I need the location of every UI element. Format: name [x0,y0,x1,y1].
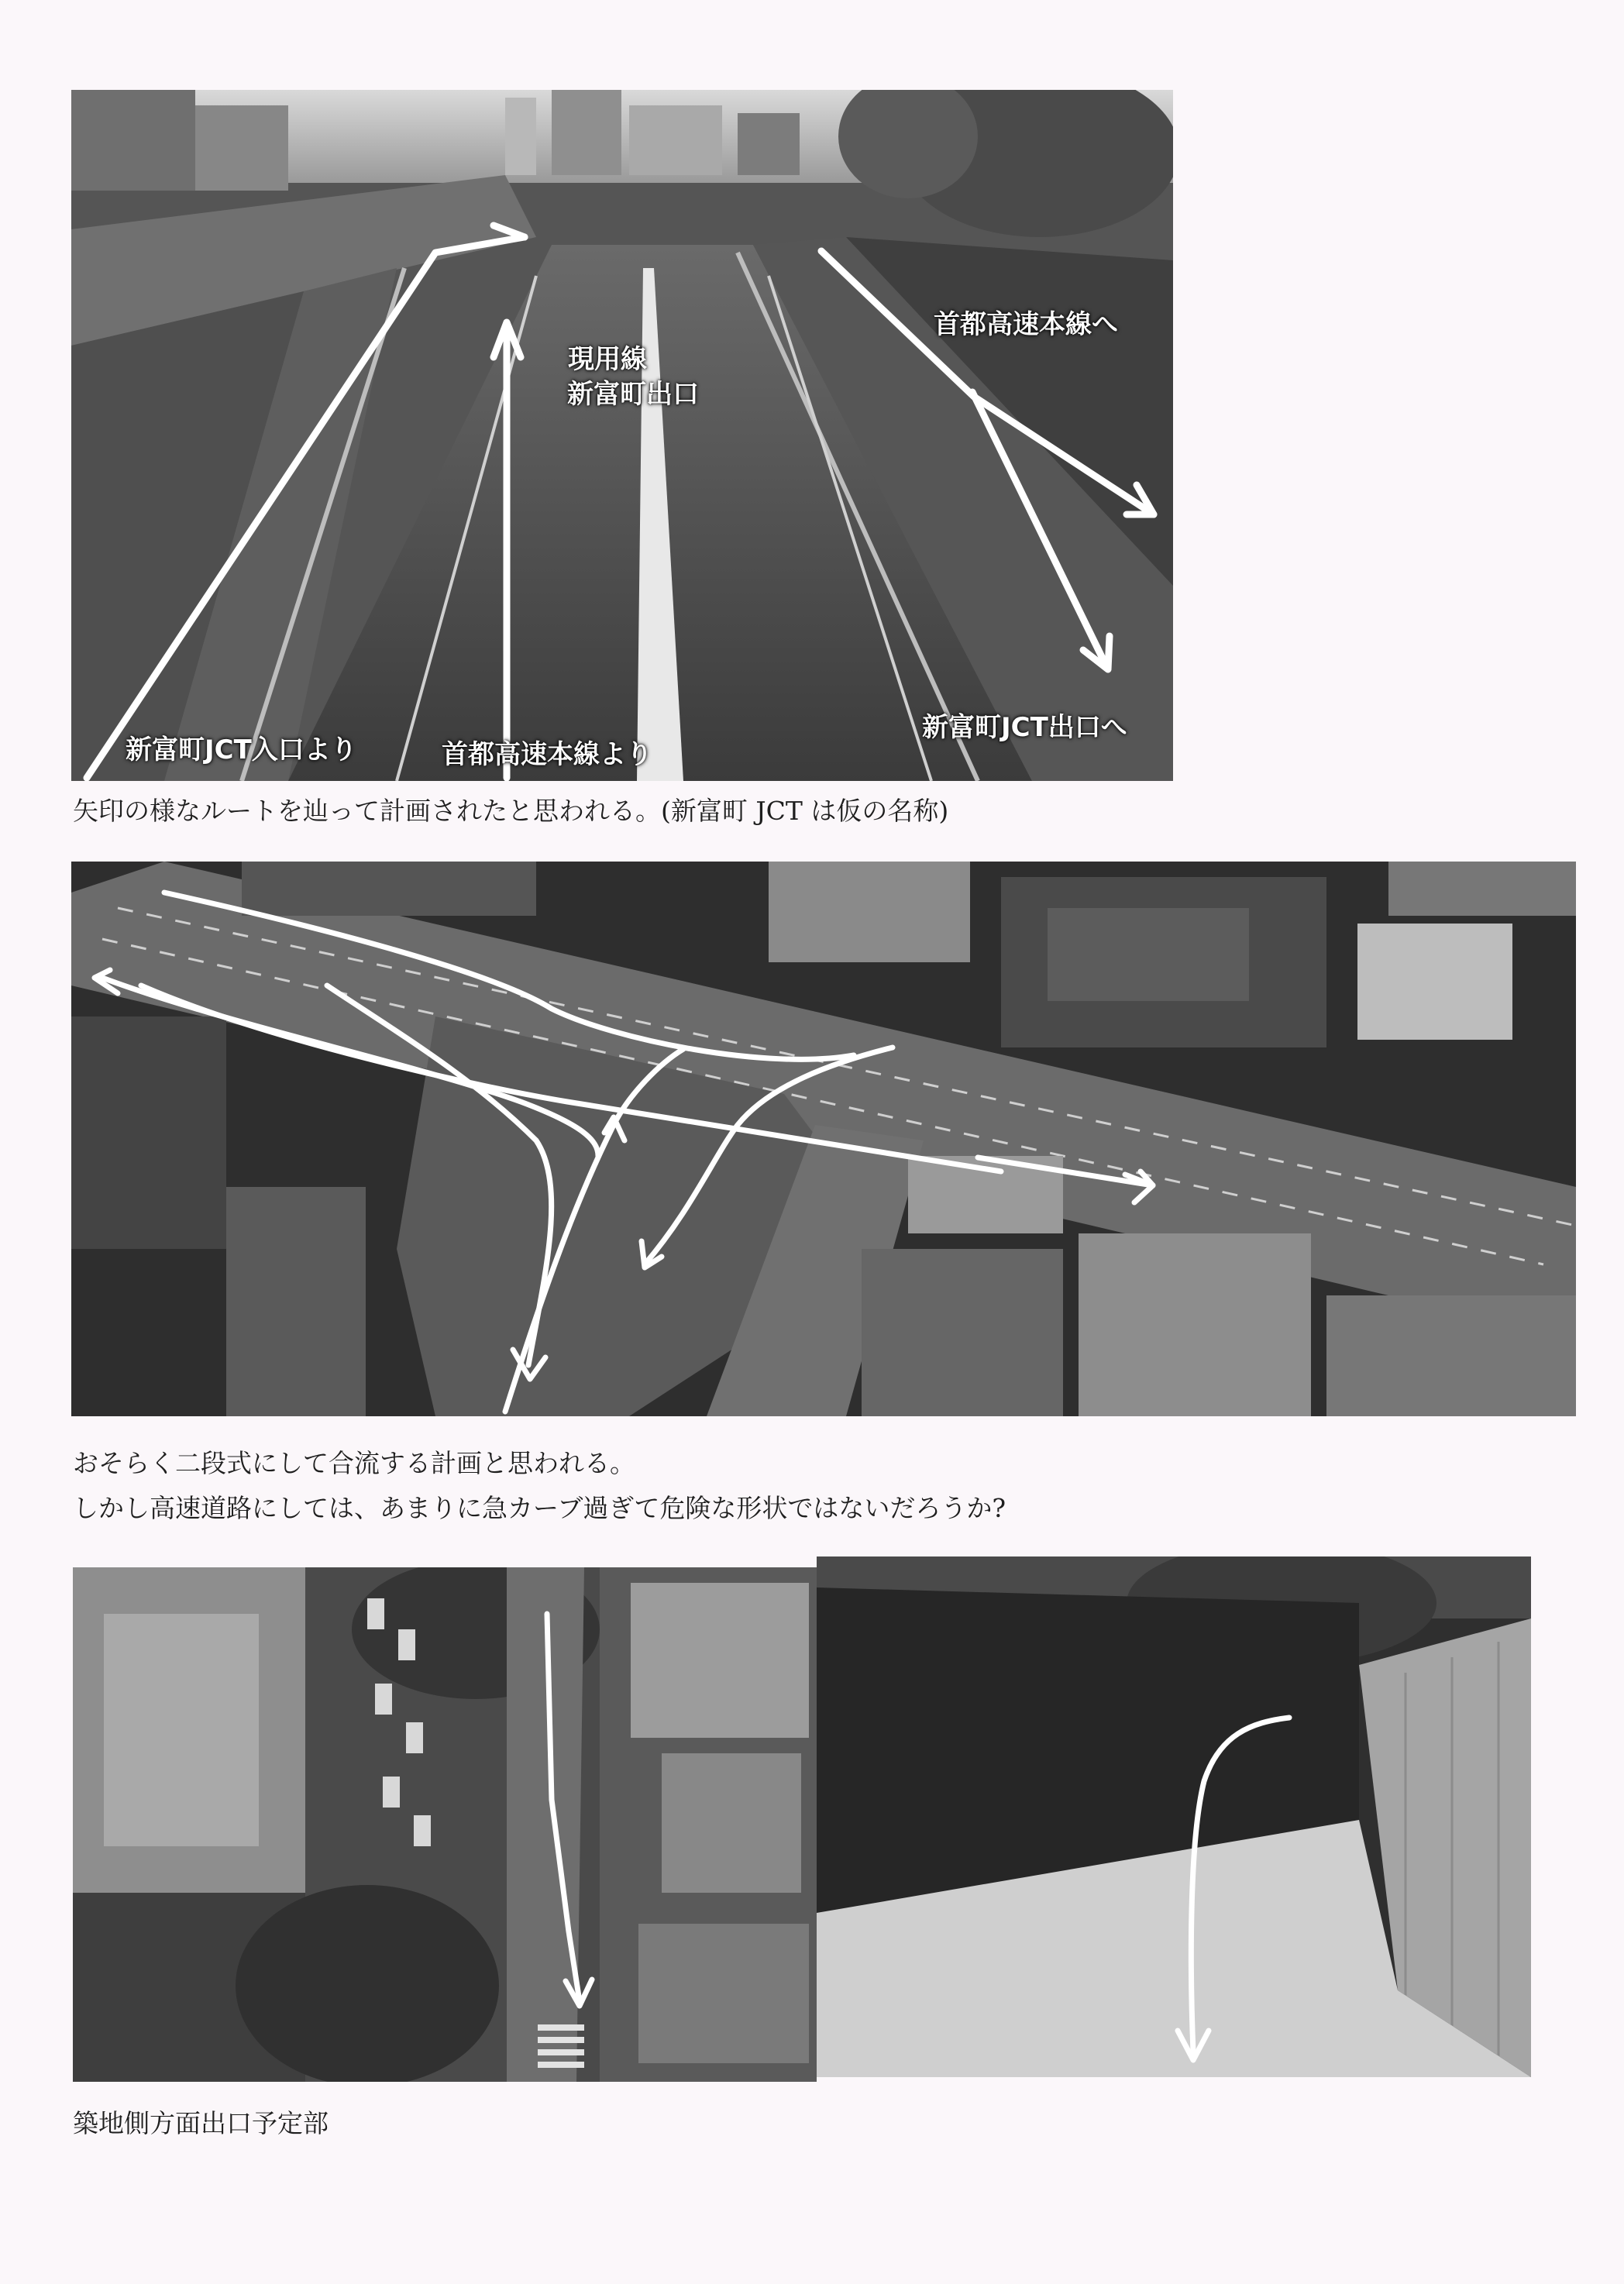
photo-aerial-junction [71,862,1576,1416]
caption-sharp-curve-concern: しかし高速道路にしては、あまりに急カーブ過ぎて危険な形状ではないだろうか? [73,1493,1006,1523]
caption-tsukiji-exit: 築地側方面出口予定部 [73,2108,329,2138]
label-from-jct-entrance: 新富町JCT入口より [126,734,357,765]
caption-route-plan: 矢印の様なルートを辿って計画されたと思われる。(新富町 JCT は仮の名称) [73,796,949,826]
label-current-line: 現用線 [568,344,647,375]
aerial-street-drawing [73,1567,817,2082]
highway-photo-drawing [71,90,1173,781]
label-to-mainline: 首都高速本線へ [934,309,1118,340]
photo-aerial-street-exit [73,1567,817,2082]
photo-ramp-exit [817,1556,1531,2077]
label-from-mainline: 首都高速本線より [442,739,652,770]
aerial-photo-drawing [71,862,1576,1416]
ramp-photo-drawing [817,1556,1531,2077]
label-to-jct-exit: 新富町JCT出口へ [922,712,1127,743]
photo-highway-view [71,90,1173,781]
label-shintomicho-exit: 新富町出口 [567,379,699,410]
caption-two-level-merge: おそらく二段式にして合流する計画と思われる。 [73,1448,635,1478]
